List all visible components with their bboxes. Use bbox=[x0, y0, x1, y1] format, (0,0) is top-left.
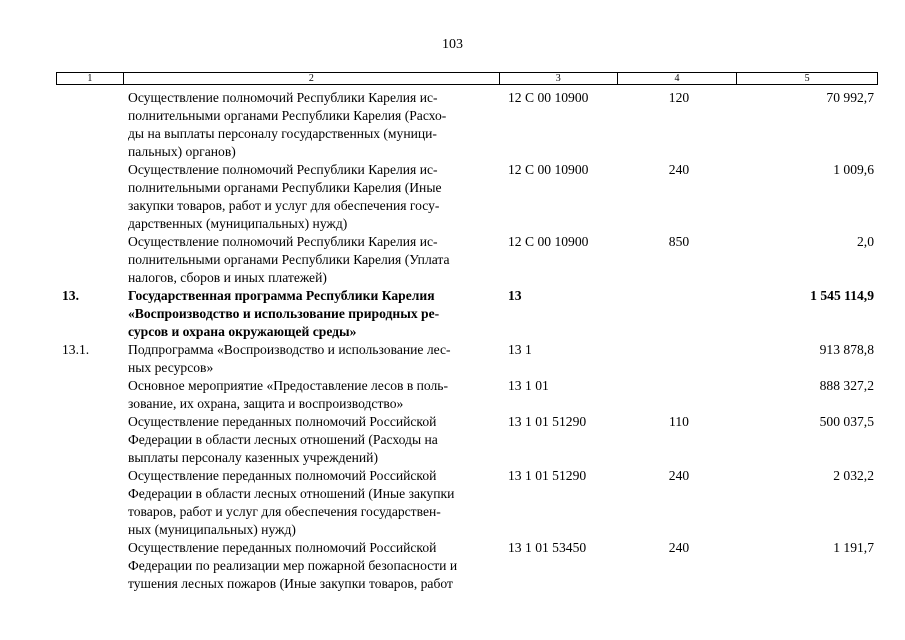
row-code: 13 bbox=[508, 288, 522, 303]
row-name-line: зование, их охрана, защита и воспроизводство» bbox=[128, 396, 404, 411]
row-name-line: сурсов и охрана окружающей среды» bbox=[128, 324, 357, 339]
row-name-line: «Воспроизводство и использование природных ре- bbox=[128, 306, 440, 321]
row-amount: 888 327,2 bbox=[819, 378, 874, 393]
row-expense-type: 850 bbox=[668, 234, 690, 249]
row-name-line: Федерации в области лесных отношений (Иные закупки bbox=[128, 486, 455, 501]
row-name-line: закупки товаров, работ и услуг для обеспечения госу- bbox=[128, 198, 440, 213]
row-number: 13.1. bbox=[62, 342, 90, 357]
row-amount: 1 009,6 bbox=[833, 162, 874, 177]
row-name-line: Осуществление полномочий Республики Карелия ис- bbox=[128, 162, 438, 177]
row-number: 13. bbox=[62, 288, 79, 303]
row-name-line: выплаты персоналу казенных учреждений) bbox=[128, 450, 378, 465]
table-row bbox=[0, 161, 905, 233]
row-name bbox=[128, 161, 496, 233]
row-name-line: Осуществление переданных полномочий Российской bbox=[128, 414, 437, 429]
row-code: 13 1 01 53450 bbox=[508, 540, 587, 555]
row-name bbox=[128, 467, 496, 539]
row-expense-type: 110 bbox=[669, 414, 689, 429]
table-row bbox=[0, 377, 905, 413]
row-name-line: Осуществление полномочий Республики Карелия ис- bbox=[128, 90, 438, 105]
row-name bbox=[128, 377, 496, 413]
row-name-line: товаров, работ и услуг для обеспечения государствен- bbox=[128, 504, 441, 519]
row-code: 12 С 00 10900 bbox=[508, 162, 589, 177]
column-header-1: 1 bbox=[57, 73, 124, 84]
table-row bbox=[0, 233, 905, 287]
column-header-2: 2 bbox=[124, 73, 500, 84]
row-name-line: ды на выплаты персоналу государственных (муници- bbox=[128, 126, 437, 141]
table-row bbox=[0, 89, 905, 161]
row-amount: 70 992,7 bbox=[826, 90, 874, 105]
row-name-line: ных ресурсов» bbox=[128, 360, 214, 375]
row-name-line: полнительными органами Республики Карелия (Иные bbox=[128, 180, 442, 195]
row-code: 13 1 01 bbox=[508, 378, 549, 393]
table-body bbox=[0, 89, 905, 593]
table-header-row bbox=[56, 72, 878, 85]
row-name-line: Федерации по реализации мер пожарной безопасности и bbox=[128, 558, 458, 573]
row-amount: 1 191,7 bbox=[833, 540, 874, 555]
row-code: 13 1 01 51290 bbox=[508, 468, 587, 483]
row-amount: 1 545 114,9 bbox=[810, 288, 874, 303]
table-row bbox=[0, 413, 905, 467]
row-name bbox=[128, 341, 496, 377]
row-name-line: полнительными органами Республики Карелия (Уплата bbox=[128, 252, 450, 267]
row-name-line: налогов, сборов и иных платежей) bbox=[128, 270, 327, 285]
row-name-line: Подпрограмма «Воспроизводство и использование лес- bbox=[128, 342, 451, 357]
row-name-line: Осуществление полномочий Республики Карелия ис- bbox=[128, 234, 438, 249]
column-header-4: 4 bbox=[618, 73, 738, 84]
row-name bbox=[128, 413, 496, 467]
row-code: 12 С 00 10900 bbox=[508, 234, 589, 249]
row-name bbox=[128, 89, 496, 161]
row-name bbox=[128, 539, 496, 593]
row-name-line: ных (муниципальных) нужд) bbox=[128, 522, 296, 537]
row-amount: 500 037,5 bbox=[819, 414, 874, 429]
row-amount: 2,0 bbox=[857, 234, 874, 249]
row-name-line: Основное мероприятие «Предоставление лесов в поль- bbox=[128, 378, 449, 393]
table-row bbox=[0, 341, 905, 377]
table-row bbox=[0, 539, 905, 593]
row-name-line: Осуществление переданных полномочий Российской bbox=[128, 540, 437, 555]
row-name-line: тушения лесных пожаров (Иные закупки товаров, работ bbox=[128, 576, 453, 591]
row-name bbox=[128, 287, 496, 341]
page-number: 103 bbox=[442, 37, 463, 52]
row-name-line: Государственная программа Республики Карелия bbox=[128, 288, 435, 303]
row-code: 13 1 bbox=[508, 342, 532, 357]
row-amount: 2 032,2 bbox=[833, 468, 874, 483]
table-row bbox=[0, 287, 905, 341]
row-code: 13 1 01 51290 bbox=[508, 414, 587, 429]
table-row bbox=[0, 467, 905, 539]
column-header-3: 3 bbox=[500, 73, 618, 84]
row-name-line: пальных) органов) bbox=[128, 144, 236, 159]
row-name-line: Федерации в области лесных отношений (Расходы на bbox=[128, 432, 438, 447]
row-name-line: Осуществление переданных полномочий Российской bbox=[128, 468, 437, 483]
column-header-5: 5 bbox=[804, 73, 810, 84]
row-amount: 913 878,8 bbox=[819, 342, 874, 357]
row-code: 12 С 00 10900 bbox=[508, 90, 589, 105]
row-expense-type: 240 bbox=[668, 468, 690, 483]
row-expense-type: 240 bbox=[668, 162, 690, 177]
row-name-line: полнительными органами Республики Карелия (Расхо- bbox=[128, 108, 447, 123]
row-name bbox=[128, 233, 496, 287]
row-name-line: дарственных (муниципальных) нужд) bbox=[128, 216, 348, 231]
row-expense-type: 120 bbox=[668, 90, 690, 105]
row-expense-type: 240 bbox=[668, 540, 690, 555]
